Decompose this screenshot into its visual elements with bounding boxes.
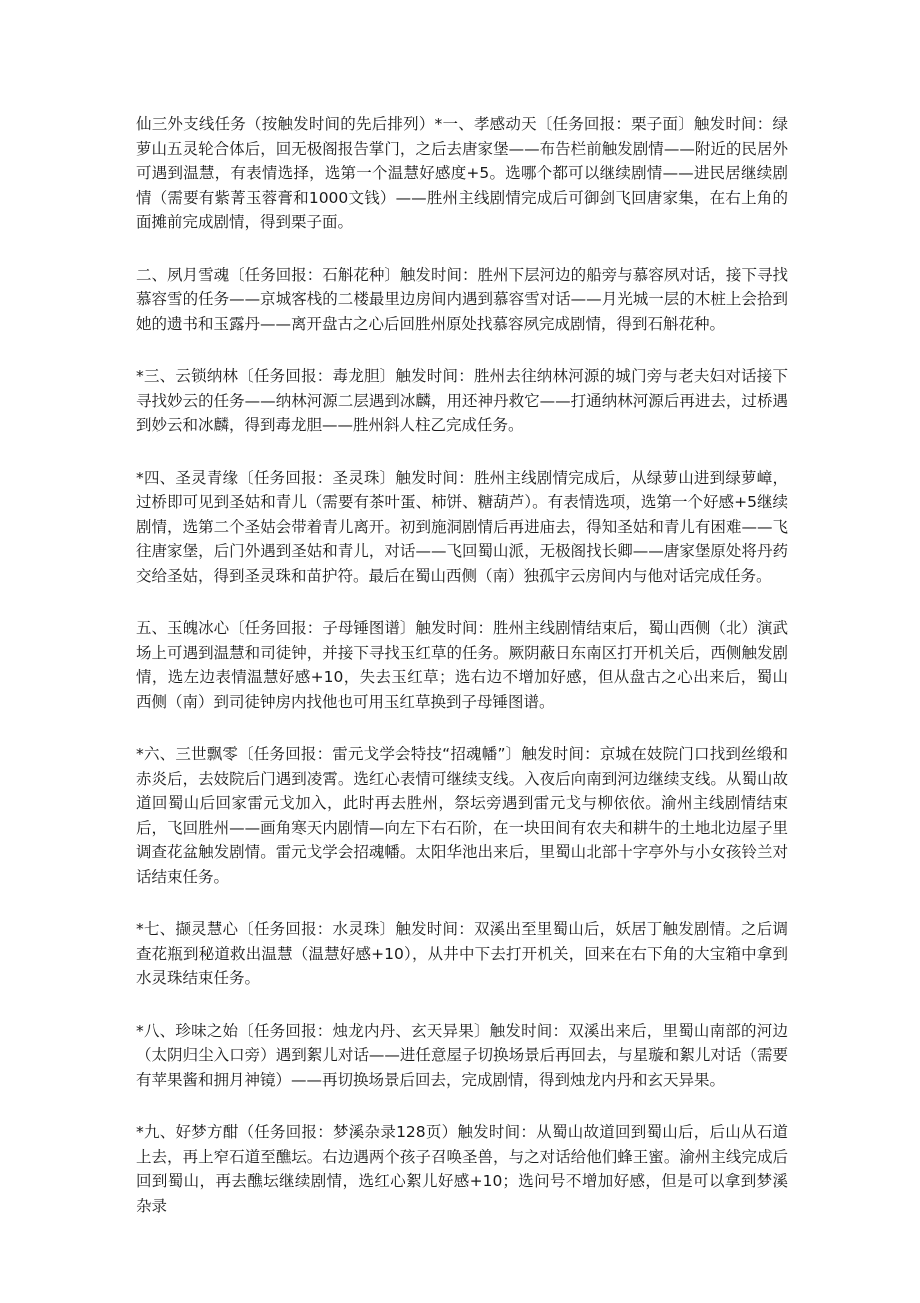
paragraph-4-holy-spirit-green-fate: *四、圣灵青缘〔任务回报：圣灵珠〕触发时间：胜州主线剧情完成后，从绿萝山进到绿萝嶂，过桥即可见到圣姑和青儿（需要有茶叶蛋、柿饼、糖葫芦）。有表情选项，选第一个好感+5继续剧情，选第二个圣姑会带着青儿离开。初到施洞剧情后再进庙去，得知圣姑和青儿有困难——飞往唐家堡，后门外遇到圣姑和青儿，对话——飞回蜀山派，无极阁找长卿——唐家堡原处将丹药交给圣姑，得到圣灵珠和苗护符。最后在蜀山西侧（南）独孤宇云房间内与他对话完成任务。: [136, 468, 788, 585]
paragraph-2-moon-snow-soul: 二、夙月雪魂〔任务回报：石斛花种〕触发时间：胜州下层河边的船旁与慕容夙对话，接下寻找慕容雪的任务——京城客栈的二楼最里边房间内遇到慕容雪对话——月光城一层的木桩上会拾到她的遗书和玉露丹——离开盘古之心后回胜州原处找慕容夙完成剧情，得到石斛花种。: [136, 265, 788, 333]
paragraph-5-jade-soul-ice-heart: 五、玉魄冰心〔任务回报：子母锤图谱〕触发时间：胜州主线剧情结束后，蜀山西侧（北）演武场上可遇到温慧和司徒钟，并接下寻找玉红草的任务。厥阴蔽日东南区打开机关后，西侧触发剧情，选左边表情温慧好感+10，失去玉红草；选右边不增加好感，但从盘古之心出来后，蜀山西侧（南）到司徒钟房内找他也可用玉红草换到子母锤图谱。: [136, 619, 788, 711]
paragraph-7-gathering-wisdom-heart: *七、撷灵慧心〔任务回报：水灵珠〕触发时间：双溪出至里蜀山后，妖居丁触发剧情。之后调查花瓶到秘道救出温慧（温慧好感+10），从井中下去打开机关，回来在右下角的大宝箱中拿到水灵珠结束任务。: [136, 920, 788, 987]
paragraph-6-three-lives-adrift: *六、三世飘零〔任务回报：雷元戈学会特技“招魂幡”〕触发时间：京城在妓院门口找到丝缎和赤炎后，去妓院后门遇到凌霄。选红心表情可继续支线。入夜后向南到河边继续支线。从蜀山故道回蜀山后回家雷元戈加入，此时再去胜州，祭坛旁遇到雷元戈与柳依依。渝州主线剧情结束后，飞回胜州——画角寒天内剧情—向左下右石阶，在一块田间有农夫和耕牛的土地北边屋子里调查花盆触发剧情。雷元戈学会招魂幡。太阳华池出来后，里蜀山北部十字亭外与小女孩铃兰对话结束任务。: [136, 745, 788, 886]
paragraph-8-origin-of-delicacy: *八、珍味之始〔任务回报：烛龙内丹、玄天异果〕触发时间：双溪出来后，里蜀山南部的河边（太阴归尘入口旁）遇到絮儿对话——进任意屋子切换场景后再回去，与星璇和絮儿对话（需要有苹果酱和拥月神镜）——再切换场景后回去，完成剧情，得到烛龙内丹和玄天异果。: [136, 1021, 788, 1089]
document-body: [136, 112, 788, 1246]
paragraph-3-cloud-locked-nalin: *三、云锁纳林〔任务回报：毒龙胆〕触发时间：胜州去往纳林河源的城门旁与老夫妇对话接下寻找妙云的任务——纳林河源二层遇到冰麟，用还神丹救它——打通纳林河源后再进去，过桥遇到妙云和冰麟，得到毒龙胆——胜州斜人柱乙完成任务。: [136, 367, 788, 434]
paragraph-1-filial-piety: 仙三外支线任务（按触发时间的先后排列）*一、孝感动天〔任务回报：栗子面〕触发时间：绿萝山五灵轮合体后，回无极阁报告掌门，之后去唐家堡——布告栏前触发剧情——附近的民居外可遇到温慧，有表情选择，选第一个温慧好感度+5。选哪个都可以继续剧情——进民居继续剧情（需要有紫菁玉蓉膏和1000文钱）——胜州主线剧情完成后可御剑飞回唐家集，在右上角的面摊前完成剧情，得到栗子面。: [136, 115, 788, 231]
paragraph-9-sweet-dream: *九、好梦方酣（任务回报：梦溪杂录128页）触发时间：从蜀山故道回到蜀山后，后山从石道上去，再上窄石道至醮坛。右边遇两个孩子召唤圣兽，与之对话给他们蜂王蜜。渝州主线完成后回到蜀山，再去醮坛继续剧情，选红心絮儿好感+10；选问号不增加好感，但是可以拿到梦溪杂录: [136, 1123, 788, 1215]
